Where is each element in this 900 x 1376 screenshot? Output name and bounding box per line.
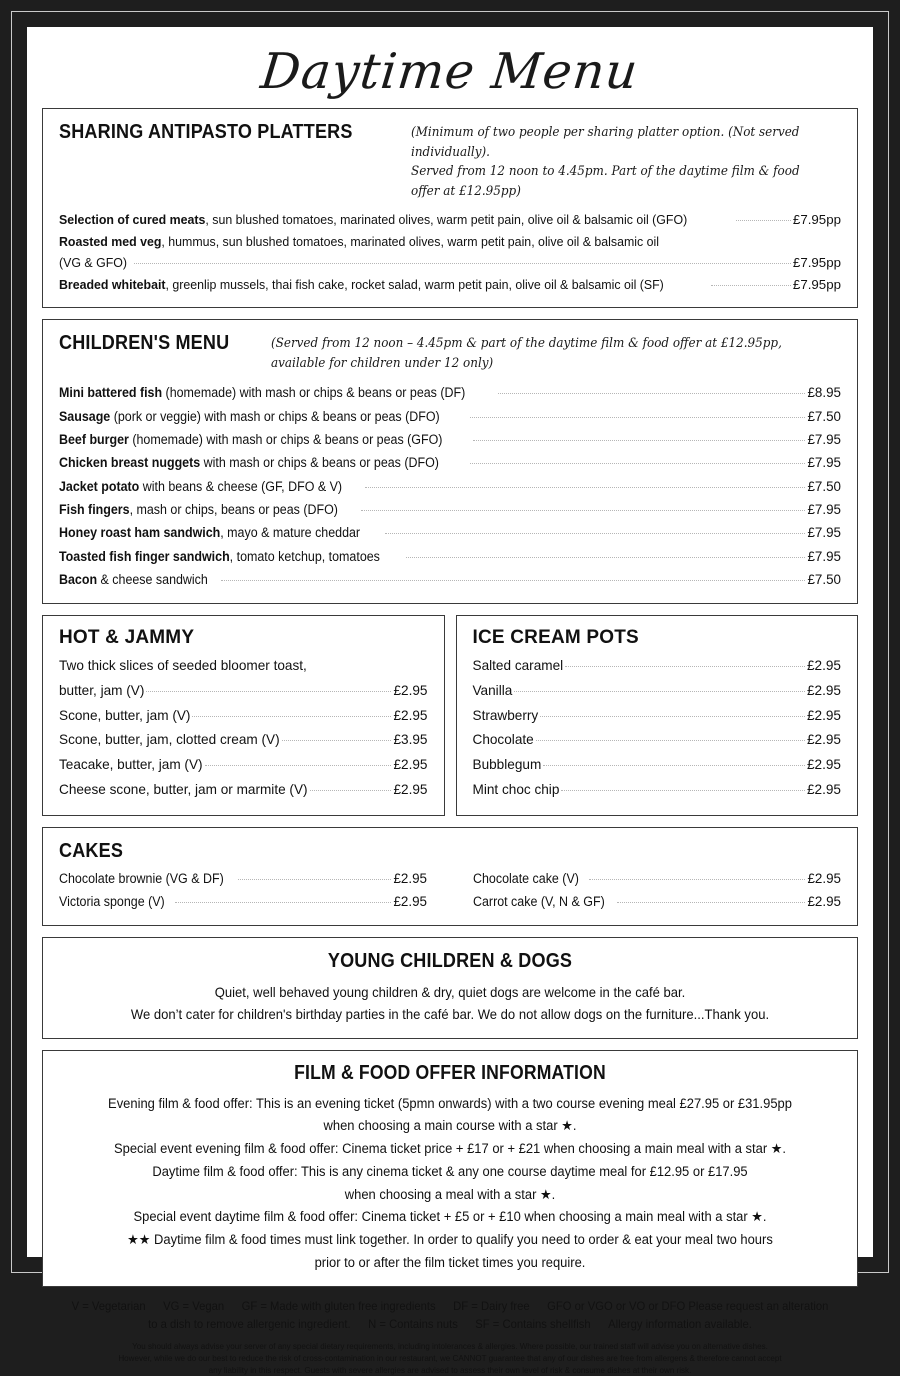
menu-item [59, 231, 841, 253]
section-ice-cream-pots [456, 615, 859, 815]
leader-dots [536, 740, 805, 741]
item-price: £8.95 [807, 385, 841, 401]
film-food-line-5: when choosing a meal with a star ★. [344, 1186, 556, 1202]
item-name: Scone, butter, jam (V) [59, 707, 191, 723]
menu-item [473, 679, 842, 704]
item-price: £7.95pp [792, 276, 841, 292]
film-food-line-6: Special event daytime film & food offer: Cinema ticket + £5 or + £10 when choosing a main meal with a star ★. [133, 1209, 767, 1225]
children-header [59, 331, 841, 372]
item-name: Honey roast ham sandwich, mayo & mature cheddar [59, 525, 361, 541]
leader-dots [146, 691, 391, 692]
menu-item [473, 867, 841, 890]
film-food-line-3: Special event evening film & food offer: Cinema ticket price + £17 or + £21 when choosing a main meal with a star ★. [114, 1141, 786, 1157]
leader-dots [134, 263, 791, 264]
item-price: £2.95 [806, 757, 841, 773]
smallprint-line-3: any liability in this respect. Guests with severe allergies are advised to assess their own level of risk & consume dishes at their own risk. [208, 1364, 692, 1375]
menu-item [59, 890, 427, 913]
menu-item [59, 728, 428, 753]
item-name: Two thick slices of seeded bloomer toast, [59, 658, 307, 674]
legend-vegan: VG = Vegan [163, 1300, 225, 1314]
legend-option-note: GFO or VGO or VO or DFO Please request an alteration [547, 1300, 829, 1314]
menu-item [59, 451, 841, 474]
menu-item [59, 679, 428, 704]
menu-item [473, 890, 841, 913]
item-name: Chocolate [472, 732, 534, 748]
item-name: Mini battered fish (homemade) with mash or chips & beans or peas (DF) [59, 385, 466, 401]
leader-dots [365, 487, 805, 488]
item-price: £7.50 [807, 571, 841, 587]
item-name: Fish fingers, mash or chips, beans or peas (DFO) [59, 502, 338, 518]
leader-dots [310, 790, 392, 791]
item-price: £2.95 [393, 870, 427, 886]
menu-item [473, 654, 842, 679]
item-name: Selection of cured meats, sun blushed tomatoes, marinated olives, warm petit pain, olive oil & balsamic oil (GFO) [59, 212, 688, 228]
menu-item [473, 778, 842, 803]
item-price: £2.95 [393, 757, 428, 773]
children-note-line-1: (Served from 12 noon – 4.45pm & part of the daytime film & food offer at £12.95pp, [270, 335, 782, 351]
item-name: Mint choc chip [472, 781, 560, 797]
menu-page [27, 27, 873, 1375]
children-note-line-2: available for children under 12 only) [270, 354, 493, 370]
item-price: £2.95 [806, 732, 841, 748]
leader-dots [565, 666, 805, 667]
legend-gluten-free: GF = Made with gluten free ingredients [241, 1300, 436, 1314]
legend-dairy-free: DF = Dairy free [453, 1300, 530, 1314]
menu-item [473, 704, 842, 729]
item-price: £3.95 [393, 732, 428, 748]
leader-dots [589, 879, 806, 880]
item-price: £7.95 [807, 525, 841, 541]
cakes-column-right [473, 867, 841, 913]
leader-dots [514, 691, 805, 692]
legend-alteration-note: to a dish to remove allergenic ingredient. [148, 1317, 351, 1331]
item-price: £7.95 [807, 502, 841, 518]
menu-item [59, 778, 428, 803]
allergen-legend [61, 1298, 839, 1333]
item-price: £7.95 [807, 432, 841, 448]
item-price: £2.95 [807, 870, 841, 886]
film-food-line-1: Evening film & food offer: This is an evening ticket (5pmn onwards) with a two course evening meal £27.95 or £31.95pp [108, 1095, 792, 1111]
item-price: £7.95pp [792, 255, 841, 271]
film-food-line-4: Daytime film & food offer: This is any cinema ticket & any one course daytime meal for £12.95 or £17.95 [152, 1163, 748, 1179]
antipasto-note-line-1: (Minimum of two people per sharing platter option. (Not served individually). [410, 124, 800, 159]
menu-item [59, 704, 428, 729]
item-name: Scone, butter, jam, clotted cream (V) [59, 732, 280, 748]
item-name: Sausage (pork or veggie) with mash or chips & beans or peas (DFO) [59, 408, 440, 424]
children-note [271, 331, 782, 372]
legend-nuts: N = Contains nuts [368, 1317, 458, 1331]
leader-dots [543, 765, 805, 766]
item-name: Chicken breast nuggets with mash or chips & beans or peas (DFO) [59, 455, 439, 471]
ice-cream-heading: ICE CREAM POTS [472, 627, 639, 649]
item-name: Carrot cake (V, N & GF) [473, 893, 605, 909]
menu-item [59, 753, 428, 778]
item-name: Victoria sponge (V) [59, 893, 165, 909]
leader-dots [498, 393, 806, 394]
leader-dots [470, 417, 805, 418]
item-name: Roasted med veg, hummus, sun blushed tomatoes, marinated olives, warm petit pain, olive oil & balsamic oil [59, 233, 660, 249]
leader-dots [205, 765, 392, 766]
film-food-line-8: prior to or after the film ticket times you require. [314, 1254, 586, 1270]
legend-vegetarian: V = Vegetarian [71, 1300, 146, 1314]
menu-item [59, 867, 427, 890]
film-food-line-2: when choosing a main course with a star ★. [323, 1118, 577, 1134]
item-name: Toasted fish finger sandwich, tomato ketchup, tomatoes [59, 548, 380, 564]
legend-shellfish: SF = Contains shellfish [475, 1317, 591, 1331]
menu-item [59, 428, 841, 451]
section-sharing-antipasto-platters [42, 108, 858, 308]
menu-item [59, 405, 841, 428]
section-film-and-food-offer-information [42, 1050, 858, 1287]
hot-jammy-heading: HOT & JAMMY [59, 627, 195, 649]
cakes-heading: CAKES [59, 838, 124, 862]
item-price: £7.95pp [792, 212, 841, 228]
children-heading: CHILDREN'S MENU [59, 331, 230, 355]
leader-dots [473, 440, 805, 441]
leader-dots [192, 716, 391, 717]
menu-item [59, 209, 841, 231]
item-price: £7.50 [807, 408, 841, 424]
hot-jammy-intro [59, 654, 428, 679]
leader-dots [406, 557, 805, 558]
menu-item [59, 521, 841, 544]
item-name: Bacon & cheese sandwich [59, 571, 208, 587]
menu-item [59, 252, 841, 274]
film-food-text [75, 1093, 826, 1274]
menu-item [59, 274, 841, 296]
cakes-column-left [59, 867, 427, 913]
item-name: Chocolate brownie (VG & DF) [59, 870, 224, 886]
item-price: £2.95 [807, 893, 841, 909]
leader-dots [561, 790, 805, 791]
item-price: £7.95 [807, 548, 841, 564]
item-name: Breaded whitebait, greenlip mussels, thai fish cake, rocket salad, warm petit pain, olive oil & balsamic oil (SF) [59, 276, 664, 292]
item-name: Beef burger (homemade) with mash or chips & beans or peas (GFO) [59, 432, 443, 448]
section-childrens-menu [42, 319, 858, 604]
young-children-dogs-heading: YOUNG CHILDREN & DOGS [327, 948, 573, 972]
menu-item [59, 568, 841, 591]
item-price: £7.50 [807, 478, 841, 494]
children-items [59, 381, 841, 591]
smallprint-line-2: However, while we do our best to reduce the risk of cross-contamination in our restaurant, we CANNOT guarantee that any of our dishes are free from allergens & therefore cannot accept [118, 1352, 782, 1363]
allergy-smallprint [69, 1341, 831, 1376]
antipasto-heading: SHARING ANTIPASTO PLATTERS [59, 120, 353, 144]
item-name: Teacake, butter, jam (V) [59, 757, 203, 773]
item-price: £2.95 [393, 683, 428, 699]
leader-dots [540, 716, 805, 717]
item-name: Jacket potato with beans & cheese (GF, DFO & V) [59, 478, 343, 494]
antipasto-items [59, 209, 841, 295]
young-children-dogs-line-1: Quiet, well behaved young children & dry, quiet dogs are welcome in the café bar. [214, 984, 686, 1000]
item-price: £2.95 [393, 893, 427, 909]
film-food-heading: FILM & FOOD OFFER INFORMATION [294, 1061, 606, 1084]
leader-dots [282, 740, 392, 741]
leader-dots [617, 902, 806, 903]
leader-dots [175, 902, 392, 903]
item-price: £7.95 [807, 455, 841, 471]
antipasto-header [59, 120, 841, 200]
mid-row [42, 615, 858, 815]
item-price: £2.95 [393, 781, 428, 797]
item-price: £2.95 [806, 707, 841, 723]
item-price: £2.95 [806, 658, 841, 674]
cakes-columns [59, 867, 841, 913]
menu-item [59, 381, 841, 404]
leader-dots [470, 463, 806, 464]
menu-item [59, 498, 841, 521]
page-title: Daytime Menu [258, 43, 642, 100]
legend-allergy-available: Allergy information available. [608, 1317, 752, 1331]
item-name: Chocolate cake (V) [473, 870, 579, 886]
item-name: Vanilla [472, 683, 513, 699]
item-price: £2.95 [806, 781, 841, 797]
antipasto-note [411, 120, 820, 200]
item-price: £2.95 [393, 707, 428, 723]
smallprint-line-1: You should always advise your server of any special dietary requirements, including intolerances & allergies. Where possible, our trained staff will advise you on alternative dishes. [132, 1340, 768, 1351]
leader-dots [361, 510, 806, 511]
item-name: (VG & GFO) [59, 255, 128, 271]
legend-line-1 [61, 1298, 839, 1315]
menu-item [473, 753, 842, 778]
antipasto-note-line-2: Served from 12 noon to 4.45pm. Part of the daytime film & food offer at £12.95pp) [410, 163, 800, 198]
section-hot-and-jammy [42, 615, 445, 815]
item-name: Bubblegum [472, 757, 542, 773]
menu-item [59, 475, 841, 498]
leader-dots [385, 533, 806, 534]
legend-line-2 [61, 1316, 839, 1333]
section-young-children-and-dogs [42, 937, 858, 1039]
leader-dots [238, 879, 391, 880]
item-name: Salted caramel [472, 658, 564, 674]
leader-dots [711, 285, 791, 286]
item-name: Strawberry [472, 707, 539, 723]
young-children-dogs-line-2: We don’t cater for children's birthday parties in the café bar. We do not allow dogs on the furniture...Thank you. [130, 1006, 770, 1022]
item-price: £2.95 [806, 683, 841, 699]
section-cakes [42, 827, 858, 926]
leader-dots [221, 580, 805, 581]
young-children-dogs-text [75, 982, 826, 1026]
menu-item [59, 545, 841, 568]
film-food-line-7: ★★ Daytime film & food times must link together. In order to qualify you need to order & eat your meal two hours [127, 1231, 773, 1247]
item-name: Cheese scone, butter, jam or marmite (V) [59, 781, 308, 797]
leader-dots [736, 220, 790, 221]
item-name: butter, jam (V) [59, 683, 145, 699]
menu-item [473, 728, 842, 753]
